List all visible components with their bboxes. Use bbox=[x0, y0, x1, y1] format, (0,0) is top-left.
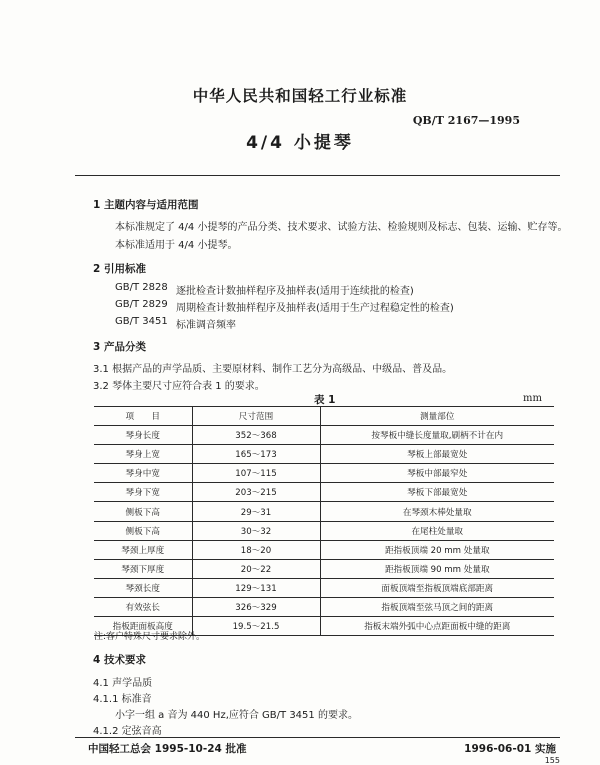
cell-location: 琴板下部最宽处 bbox=[320, 483, 554, 502]
cell-item: 有效弦长 bbox=[94, 597, 192, 616]
cell-location: 琴板中部最窄处 bbox=[320, 464, 554, 483]
column-header-location: 测量部位 bbox=[320, 407, 554, 426]
standard-org-title: 中华人民共和国轻工行业标准 bbox=[192, 87, 408, 105]
cell-range: 326～329 bbox=[192, 597, 320, 616]
table-unit: mm bbox=[523, 393, 542, 404]
table-row bbox=[94, 597, 554, 616]
cell-range: 18～20 bbox=[192, 540, 320, 559]
cell-item: 侧板下高 bbox=[94, 502, 192, 521]
section-1-line-2: 本标准适用于 4/4 小提琴。 bbox=[115, 240, 238, 251]
cell-range: 129～131 bbox=[192, 578, 320, 597]
section-4-heading: 4 技术要求 bbox=[93, 654, 146, 666]
table-row bbox=[94, 502, 554, 521]
reference-code-1: GB/T 2828 bbox=[115, 282, 168, 293]
cell-item: 琴身下宽 bbox=[94, 483, 192, 502]
page-number: 155 bbox=[544, 756, 560, 765]
reference-code-2: GB/T 2829 bbox=[115, 299, 168, 310]
section-1-line-1: 本标准规定了 4/4 小提琴的产品分类、技术要求、试验方法、检验规则及标志、包装、运输、贮存等。 bbox=[115, 222, 568, 233]
dimension-table bbox=[94, 406, 554, 636]
reference-title-2: 周期检查计数抽样程序及抽样表(适用于生产过程稳定性的检查) bbox=[176, 303, 454, 314]
cell-location: 指板顶端至弦马顶之间的距离 bbox=[320, 597, 554, 616]
cell-item: 琴颈下厚度 bbox=[94, 559, 192, 578]
table-row bbox=[94, 464, 554, 483]
section-3-heading: 3 产品分类 bbox=[93, 341, 146, 353]
header-divider bbox=[75, 175, 560, 176]
cell-item: 琴身长度 bbox=[94, 426, 192, 445]
cell-item: 琴颈上厚度 bbox=[94, 540, 192, 559]
column-header-range: 尺寸范围 bbox=[192, 407, 320, 426]
table-row bbox=[94, 578, 554, 597]
cell-item: 琴身中宽 bbox=[94, 464, 192, 483]
section-2-heading: 2 引用标准 bbox=[93, 263, 146, 275]
cell-item: 指板距面板高度 bbox=[94, 617, 192, 636]
reference-title-1: 逐批检查计数抽样程序及抽样表(适用于连续批的检查) bbox=[176, 286, 414, 297]
clause-3-1: 3.1 根据产品的声学品质、主要原材料、制作工艺分为高级品、中级品、普及品。 bbox=[93, 364, 453, 375]
cell-item: 琴颈长度 bbox=[94, 578, 192, 597]
cell-range: 19.5～21.5 bbox=[192, 617, 320, 636]
cell-location: 距指板顶端 90 mm 处量取 bbox=[320, 559, 554, 578]
table-row bbox=[94, 540, 554, 559]
table-row bbox=[94, 445, 554, 464]
cell-range: 165～173 bbox=[192, 445, 320, 464]
clause-3-2: 3.2 琴体主要尺寸应符合表 1 的要求。 bbox=[93, 381, 265, 392]
clause-4-1-2: 4.1.2 定弦音高 bbox=[93, 726, 162, 737]
effective-date: 1996-06-01 实施 bbox=[464, 743, 556, 755]
table-row bbox=[94, 559, 554, 578]
table-row bbox=[94, 483, 554, 502]
section-1-heading: 1 主题内容与适用范围 bbox=[93, 199, 199, 211]
cell-location: 在尾柱处量取 bbox=[320, 521, 554, 540]
table-row bbox=[94, 521, 554, 540]
clause-4-1-1-text: 小字一组 a 音为 440 Hz,应符合 GB/T 3451 的要求。 bbox=[115, 710, 358, 721]
clause-4-1: 4.1 声学品质 bbox=[93, 678, 153, 689]
cell-range: 29～31 bbox=[192, 502, 320, 521]
cell-range: 203～215 bbox=[192, 483, 320, 502]
cell-range: 30～32 bbox=[192, 521, 320, 540]
cell-range: 20～22 bbox=[192, 559, 320, 578]
cell-range: 107～115 bbox=[192, 464, 320, 483]
cell-location: 面板顶端至指板顶端底部距离 bbox=[320, 578, 554, 597]
document-title: 4/4 小提琴 bbox=[246, 133, 354, 153]
cell-range: 352～368 bbox=[192, 426, 320, 445]
cell-item: 侧板下高 bbox=[94, 521, 192, 540]
table-caption: 表 1 bbox=[314, 394, 336, 406]
approval-date: 中国轻工总会 1995-10-24 批准 bbox=[88, 743, 247, 755]
column-header-item: 项 目 bbox=[94, 407, 192, 426]
table-note: 注:客户特殊尺寸要求除外。 bbox=[94, 632, 206, 642]
cell-location: 琴板上部最宽处 bbox=[320, 445, 554, 464]
standard-code: QB/T 2167—1995 bbox=[412, 114, 520, 127]
cell-location: 在琴颈木棒处量取 bbox=[320, 502, 554, 521]
table-header-row bbox=[94, 407, 554, 426]
reference-title-3: 标准调音频率 bbox=[176, 320, 236, 331]
clause-4-1-1: 4.1.1 标准音 bbox=[93, 694, 152, 705]
footer-divider bbox=[75, 737, 560, 738]
cell-item: 琴身上宽 bbox=[94, 445, 192, 464]
reference-code-3: GB/T 3451 bbox=[115, 316, 168, 327]
table-row bbox=[94, 426, 554, 445]
cell-location: 指板末端外弧中心点距面板中缝的距离 bbox=[320, 617, 554, 636]
cell-location: 距指板顶端 20 mm 处量取 bbox=[320, 540, 554, 559]
cell-location: 按琴板中缝长度量取,刷柄不计在内 bbox=[320, 426, 554, 445]
